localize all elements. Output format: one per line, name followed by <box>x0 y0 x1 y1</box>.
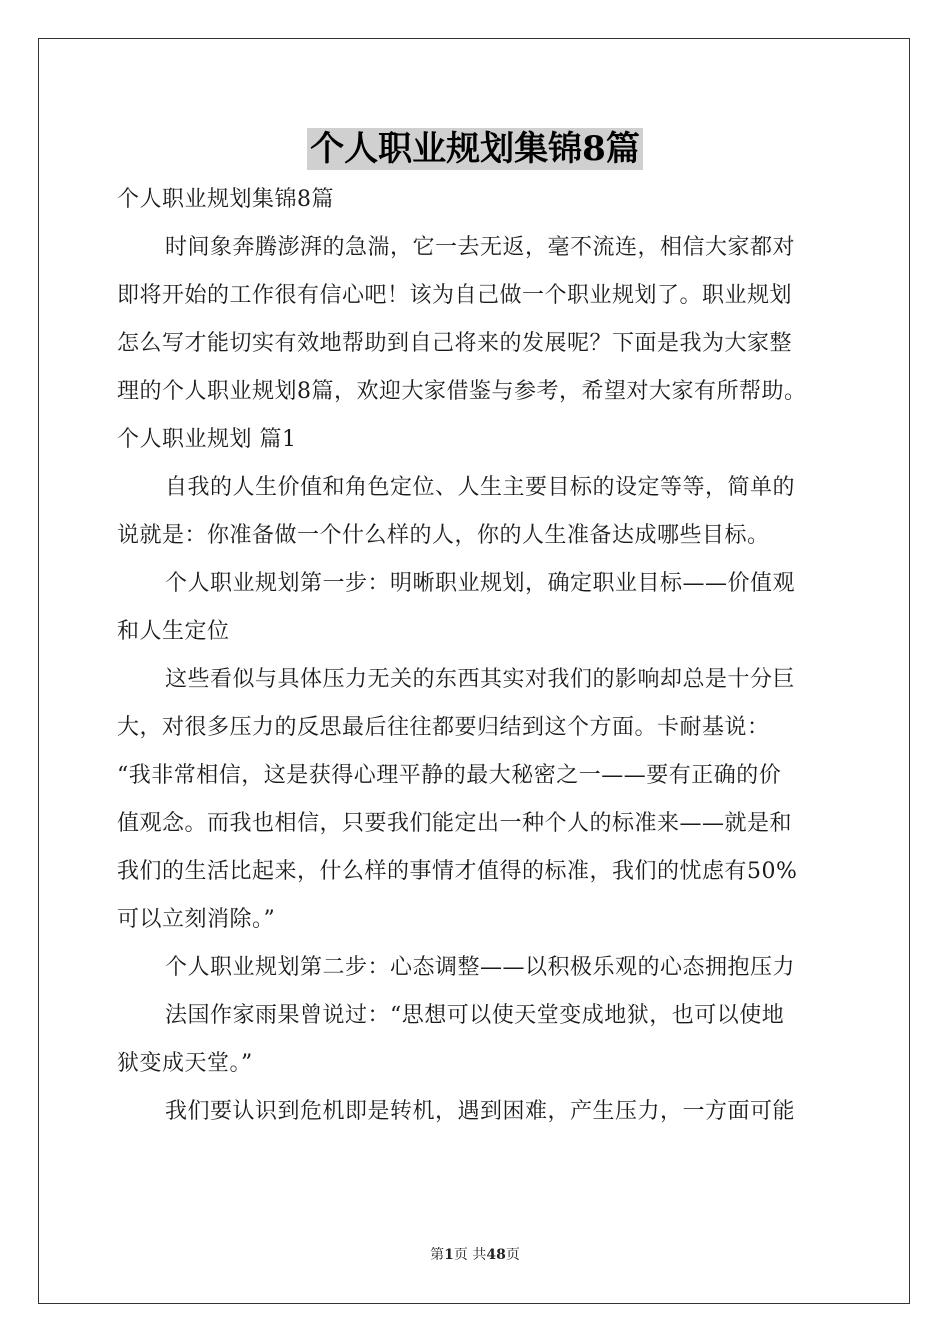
text-line: 个人职业规划第一步：明晰职业规划，确定职业目标——价值观 <box>165 571 796 596</box>
text-line: 即将开始的工作很有信心吧！该为自己做一个职业规划了。职业规划 <box>117 283 793 308</box>
current-page-number: 1 <box>444 1247 454 1263</box>
text-line: “我非常相信，这是获得心理平静的最大秘密之一——要有正确的价 <box>117 763 782 788</box>
text-line: 我们要认识到危机即是转机，遇到困难，产生压力，一方面可能 <box>165 1099 796 1124</box>
document-body <box>117 176 847 1136</box>
text-line: 和人生定位 <box>117 619 230 644</box>
title-container <box>0 128 950 170</box>
text-line: 狱变成天堂。” <box>117 1051 253 1076</box>
text-line: 值观念。而我也相信，只要我们能定出一种个人的标准来——就是和 <box>117 811 793 836</box>
footer-suffix: 页 <box>505 1247 520 1263</box>
text-line: 这些看似与具体压力无关的东西其实对我们的影响却总是十分巨 <box>165 667 796 692</box>
footer-prefix: 第 <box>430 1247 445 1263</box>
footer-middle: 页 共 <box>453 1247 487 1263</box>
text-line: 理的个人职业规划8篇，欢迎大家借鉴与参考，希望对大家有所帮助。 <box>117 379 807 404</box>
total-page-count: 48 <box>486 1247 506 1263</box>
text-line: 我们的生活比起来，什么样的事情才值得的标准，我们的忧虑有50% <box>117 859 798 884</box>
text-line: 个人职业规划集锦8篇 <box>117 187 334 212</box>
text-line: 大，对很多压力的反思最后往往都要归结到这个方面。卡耐基说： <box>117 715 770 740</box>
page-footer <box>0 1244 950 1264</box>
text-line: 个人职业规划 篇1 <box>117 427 297 452</box>
text-line: 自我的人生价值和角色定位、人生主要目标的设定等等，简单的 <box>165 475 796 500</box>
text-line: 可以立刻消除。” <box>117 907 276 932</box>
text-line: 怎么写才能切实有效地帮助到自己将来的发展呢？下面是我为大家整 <box>117 331 793 356</box>
text-line: 个人职业规划第二步：心态调整——以积极乐观的心态拥抱压力 <box>165 955 796 980</box>
document-title: 个人职业规划集锦8篇 <box>307 128 643 170</box>
text-line: 法国作家雨果曾说过：“思想可以使天堂变成地狱，也可以使地 <box>165 1003 785 1028</box>
text-line: 时间象奔腾澎湃的急湍，它一去无返，毫不流连，相信大家都对 <box>165 235 796 260</box>
text-line: 说就是：你准备做一个什么样的人，你的人生准备达成哪些目标。 <box>117 523 770 548</box>
